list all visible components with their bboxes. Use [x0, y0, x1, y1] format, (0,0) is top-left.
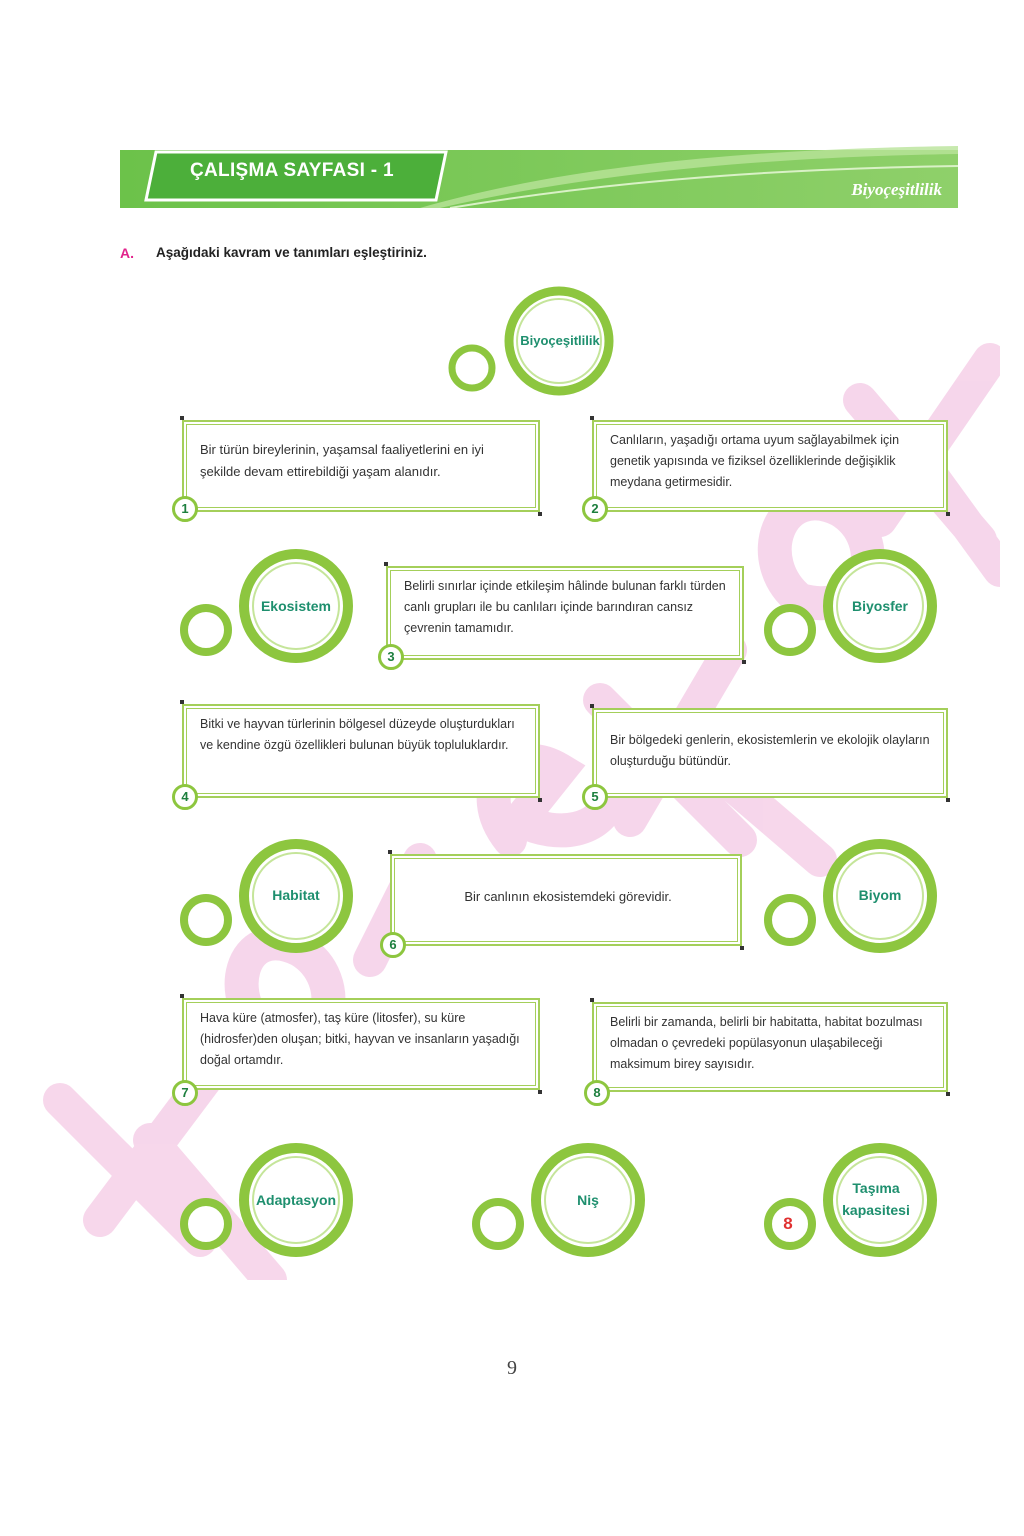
definition-text-2: Canlıların, yaşadığı ortama uyum sağlayabilmek için genetik yapısında ve fiziksel özelliklerinde değişiklik meydana getirmesidir.: [610, 433, 900, 489]
crop-mark: [946, 798, 950, 802]
term-biyosfer: Biyosfer: [851, 598, 909, 614]
definition-box-6: [390, 854, 742, 946]
definition-box-4: [182, 704, 540, 798]
crop-mark: [538, 1090, 542, 1094]
term-tasima-line1: Taşıma: [852, 1180, 900, 1196]
term-adaptasyon: Adaptasyon: [255, 1192, 337, 1208]
definition-number-6: 6: [380, 932, 406, 958]
crop-mark: [590, 998, 594, 1002]
page-number: 9: [507, 1357, 517, 1379]
term-tasima-kapasitesi: [834, 1177, 918, 1221]
definition-number-8: 8: [584, 1080, 610, 1106]
definition-box-1: [182, 420, 540, 512]
definition-text-3: Belirli sınırlar içinde etkileşim hâlinde bulunan farklı türden canlı grupları ile bu canlıları içinde barındıran cansız çevrenin tamamıdır.: [404, 579, 726, 635]
definition-box-3: [386, 566, 744, 660]
definition-box-7: [182, 998, 540, 1090]
crop-mark: [740, 946, 744, 950]
crop-mark: [946, 512, 950, 516]
definition-text-8: Belirli bir zamanda, belirli bir habitatta, habitat bozulması olmadan o çevredeki popülasyonun ulaşabileceği maksimum birey sayısıdır.: [610, 1015, 923, 1071]
term-tasima-line2: kapasitesi: [842, 1202, 910, 1218]
definition-number-2: 2: [582, 496, 608, 522]
definition-text-4: Bitki ve hayvan türlerinin bölgesel düzeyde oluşturdukları ve kendine özgü özellikleri bulunan büyük topluluklardır.: [200, 717, 515, 752]
definition-box-5: [592, 708, 948, 798]
crop-mark: [180, 416, 184, 420]
definition-text-7: Hava küre (atmosfer), taş küre (litosfer), su küre (hidrosfer)den oluşan; bitki, hayvan ve insanların yaşadığı doğal ortamdır.: [200, 1011, 520, 1067]
definition-number-1: 1: [172, 496, 198, 522]
definition-number-4: 4: [172, 784, 198, 810]
crop-mark: [590, 416, 594, 420]
term-biyom: Biyom: [858, 887, 902, 903]
definition-number-5: 5: [582, 784, 608, 810]
definition-number-3: 3: [378, 644, 404, 670]
crop-mark: [742, 660, 746, 664]
crop-mark: [946, 1092, 950, 1096]
definition-text-6: Bir canlının ekosistemdeki görevidir.: [464, 889, 672, 904]
definition-box-2: [592, 420, 948, 512]
crop-mark: [384, 562, 388, 566]
question-letter: A.: [120, 245, 134, 261]
topic-label: Biyoçeşitlilik: [851, 180, 942, 199]
term-biyocesitlilik: Biyoçeşitlilik: [520, 333, 600, 348]
page-title: ÇALIŞMA SAYFASI - 1: [190, 160, 394, 181]
crop-mark: [180, 700, 184, 704]
crop-mark: [388, 850, 392, 854]
question-instruction: Aşağıdaki kavram ve tanımları eşleştiriniz.: [156, 245, 427, 260]
crop-mark: [538, 798, 542, 802]
term-habitat: Habitat: [272, 887, 320, 903]
answer-field-tasima-kapasitesi[interactable]: 8: [783, 1214, 793, 1233]
definition-text-1: Bir türün bireylerinin, yaşamsal faaliyetlerini en iyi şekilde devam ettirebildiği yaşam alanıdır.: [200, 442, 484, 479]
crop-mark: [590, 704, 594, 708]
term-nis: Niş: [577, 1192, 599, 1208]
crop-mark: [538, 512, 542, 516]
crop-mark: [180, 994, 184, 998]
term-ekosistem: Ekosistem: [260, 598, 332, 614]
definition-box-8: [592, 1002, 948, 1092]
definition-text-5: Bir bölgedeki genlerin, ekosistemlerin ve ekolojik olayların oluşturduğu bütündür.: [610, 733, 930, 768]
definition-number-7: 7: [172, 1080, 198, 1106]
